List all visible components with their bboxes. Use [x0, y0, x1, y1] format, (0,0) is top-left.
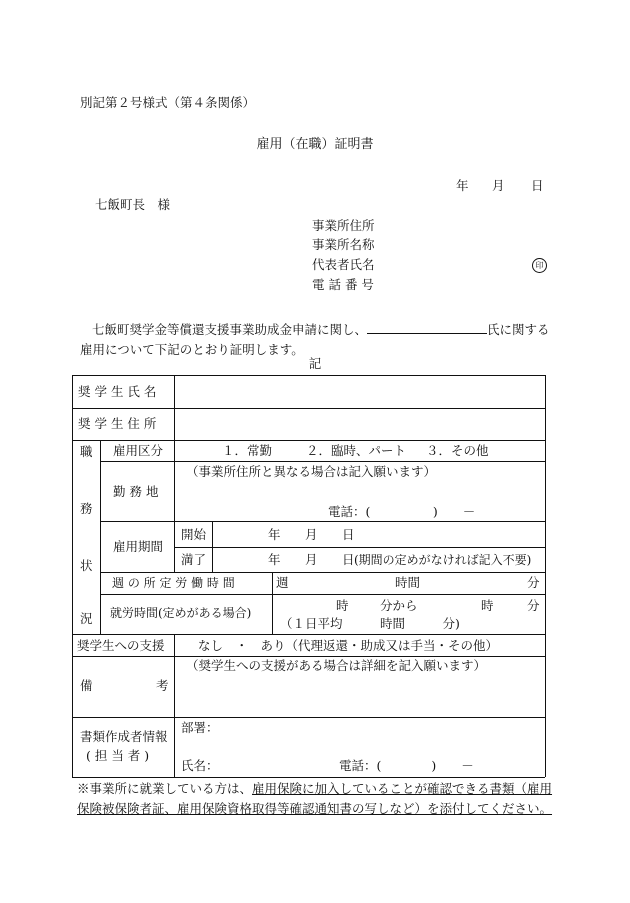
- side-label-4: 況: [80, 611, 93, 626]
- workplace-note: （事業所住所と異なる場合は記入願います）: [186, 464, 437, 479]
- side-label-1: 職: [80, 444, 93, 459]
- side-label-2: 務: [80, 501, 93, 516]
- student-name-field[interactable]: [175, 376, 544, 407]
- date-day: 日: [531, 178, 544, 193]
- period-end-note: (期間の定めがなければ記入不要): [354, 553, 532, 567]
- working-average[interactable]: （１日平均 時間 分): [280, 616, 460, 631]
- start-year[interactable]: 年: [268, 527, 281, 542]
- seal-mark: 印: [532, 258, 547, 273]
- end-month[interactable]: 月: [305, 552, 318, 567]
- employment-option-3[interactable]: ３．その他: [426, 443, 489, 458]
- working-from: 分から: [380, 598, 418, 613]
- ki-heading: 記: [308, 356, 322, 371]
- period-start-label: 開始: [181, 527, 207, 542]
- remarks-label-right: 考: [156, 678, 169, 693]
- side-label-3: 状: [80, 558, 93, 573]
- preparer-label: 書類作成者情報: [80, 729, 168, 744]
- workplace-phone[interactable]: 電話：( ) －: [328, 504, 476, 519]
- period-end-label: 満了: [181, 552, 207, 567]
- date-month: 月: [492, 178, 505, 193]
- preparer-phone[interactable]: 電話：( ) －: [339, 758, 474, 773]
- preparer-dept[interactable]: 部署：: [181, 720, 219, 735]
- working-hours-label: 就労時間(定めがある場合): [110, 606, 252, 620]
- support-options[interactable]: なし ・ あり（代理返還・助成又は手当・その他）: [198, 638, 499, 653]
- footnote-plain: ※事業所に就業している方は、: [77, 781, 253, 796]
- period-label: 雇用期間: [113, 539, 164, 554]
- addressee: 七飯町長 様: [95, 197, 171, 212]
- end-day[interactable]: 日: [342, 552, 355, 567]
- name-blank[interactable]: [367, 321, 487, 334]
- student-address-label: 奨 学 生 住 所: [78, 416, 157, 431]
- start-day[interactable]: 日: [342, 527, 355, 542]
- employment-option-1[interactable]: １．常勤: [222, 443, 273, 458]
- employment-type-label: 雇用区分: [113, 443, 164, 458]
- workplace-label: 勤 務 地: [113, 484, 159, 499]
- working-min-end[interactable]: 分: [527, 598, 540, 613]
- sender-name-label: 事業所名称: [312, 237, 375, 252]
- weekly-hours[interactable]: 時間: [395, 575, 421, 590]
- weekly-minutes[interactable]: 分: [527, 575, 540, 590]
- footnote: [77, 779, 557, 819]
- weekly-hours-label: 週 の 所 定 労 働 時 間: [112, 576, 235, 590]
- start-month[interactable]: 月: [305, 527, 318, 542]
- intro-before: 七飯町奨学金等償還支援事業助成金申請に関し、: [92, 322, 368, 337]
- sender-representative-label: 代表者氏名: [312, 257, 375, 272]
- footnote-underlined: 雇用保険に加入していることが確認できる書類（雇用保険被保険者証、雇用保険資格取得等確認通知書の写しなど）を添付してください。: [77, 781, 553, 816]
- intro-paragraph: [80, 320, 550, 360]
- remarks-label-left: 備: [80, 678, 93, 693]
- preparer-sub-label: ( 担 当 者 ): [86, 748, 150, 763]
- working-hour-start[interactable]: 時: [336, 598, 349, 613]
- employment-option-2[interactable]: ２．臨時、パート: [306, 443, 407, 458]
- student-name-label: 奨 学 生 氏 名: [78, 384, 157, 399]
- sender-address-label: 事業所住所: [312, 218, 375, 233]
- remarks-note: （奨学生への支援がある場合は詳細を記入願います）: [186, 658, 487, 673]
- document-title: 雇用（在職）証明書: [256, 137, 374, 152]
- working-hour-end[interactable]: 時: [481, 598, 494, 613]
- end-year[interactable]: 年: [268, 552, 281, 567]
- remarks-field[interactable]: [175, 677, 544, 716]
- student-address-field[interactable]: [175, 409, 544, 439]
- sender-phone-label: 電 話 番 号: [312, 277, 374, 292]
- support-label: 奨学生への支援: [77, 638, 165, 653]
- preparer-name[interactable]: 氏名：: [181, 758, 219, 773]
- weekly-week: 週: [276, 575, 289, 590]
- date-year: 年: [456, 178, 469, 193]
- form-number: 別記第２号様式（第４条関係）: [80, 95, 256, 110]
- intro-after: 氏に関する雇用について下記のとおり証明します。: [80, 322, 550, 357]
